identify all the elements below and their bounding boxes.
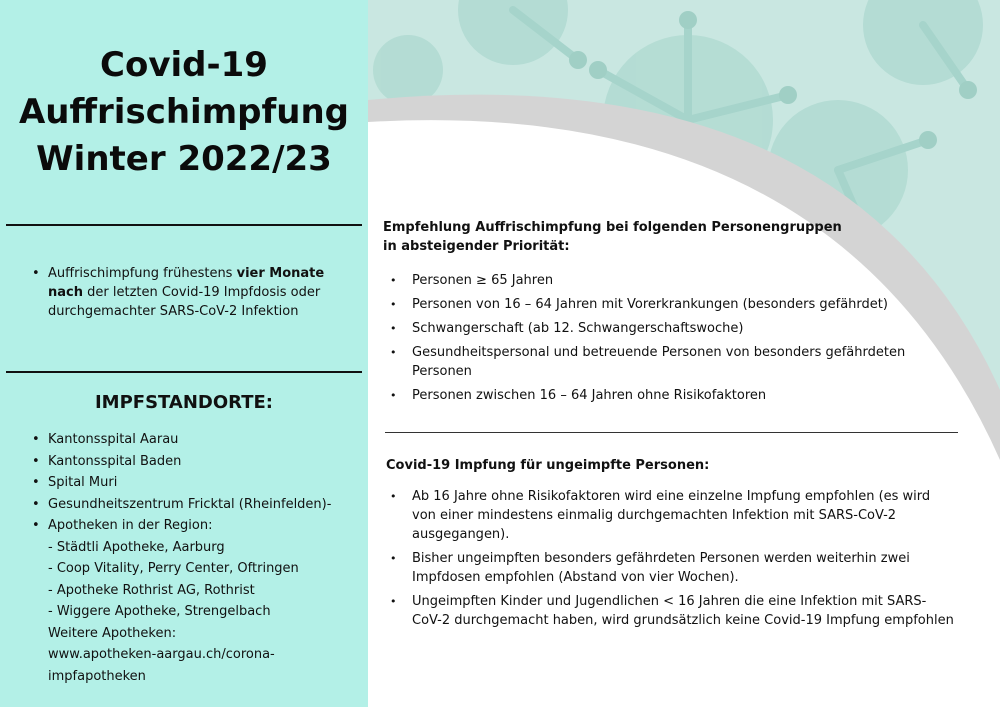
divider-top xyxy=(6,224,362,226)
title-line-1: Covid-19 xyxy=(100,45,268,85)
unvaccinated-list xyxy=(390,487,955,635)
info-text-bold: vier Monate nach xyxy=(48,266,325,300)
recommendation-item: • Personen ≥ 65 Jahren xyxy=(390,271,935,290)
unvaccinated-item: • Ab 16 Jahre ohne Risikofaktoren wird eine einzelne Impfung empfohlen (es wird von einer mindestens einmalig durchgemachten Infektion mit SARS-CoV-2 ausgegangen). xyxy=(390,487,955,544)
apotheken-url-line-1[interactable]: www.apotheken-aargau.ch/corona- xyxy=(48,647,275,662)
unvaccinated-heading: Covid-19 Impfung für ungeimpfte Personen: xyxy=(386,458,710,473)
info-item xyxy=(32,264,352,321)
recommendation-heading-line-2: in absteigender Priorität: xyxy=(383,239,570,254)
recommendation-heading-line-1: Empfehlung Auffrischimpfung bei folgenden Personengruppen xyxy=(383,220,842,235)
apotheke-line: - Wiggere Apotheke, Strengelbach xyxy=(48,604,271,619)
apotheke-line: - Städtli Apotheke, Aarburg xyxy=(48,539,225,555)
site-item: • Gesundheitszentrum Fricktal (Rheinfelden)- xyxy=(32,494,362,516)
title-line-2: Auffrischimpfung xyxy=(18,92,350,132)
recommendation-item: • Personen zwischen 16 – 64 Jahren ohne Risikofaktoren xyxy=(390,386,935,405)
sites-list xyxy=(32,429,362,687)
left-panel xyxy=(0,0,368,707)
recommendation-item: • Schwangerschaft (ab 12. Schwangerschaftswoche) xyxy=(390,319,935,338)
unvaccinated-item: • Ungeimpften Kinder und Jugendlichen < 16 Jahren die eine Infektion mit SARS-CoV-2 durchgemacht haben, wird grundsätzlich keine Covid-19 Impfung empfohlen xyxy=(390,592,955,630)
info-text-end: der letzten Covid-19 Impfdosis oder durchgemachter SARS-CoV-2 Infektion xyxy=(48,285,321,319)
site-item: • Kantonsspital Aarau xyxy=(32,429,362,451)
unvaccinated-item: • Bisher ungeimpften besonders gefährdeten Personen werden weiterhin zwei Impfdosen empfohlen (Abstand von vier Wochen). xyxy=(390,549,955,587)
info-list xyxy=(32,264,352,321)
site-item-apotheken xyxy=(32,515,362,687)
recommendation-list xyxy=(390,271,935,410)
page-title xyxy=(0,42,368,183)
recommendation-item: • Personen von 16 – 64 Jahren mit Vorerkrankungen (besonders gefährdet) xyxy=(390,295,935,314)
more-apotheken-label: Weitere Apotheken: xyxy=(48,625,177,641)
sites-heading: IMPFSTANDORTE: xyxy=(94,392,273,413)
divider-middle xyxy=(6,371,362,373)
info-text-start: Auffrischimpfung frühestens xyxy=(48,266,237,281)
title-line-3: Winter 2022/23 xyxy=(36,139,332,179)
apotheke-line: - Coop Vitality, Perry Center, Oftringen xyxy=(48,561,299,576)
recommendation-heading xyxy=(383,218,863,256)
apotheken-label: • Apotheken in der Region: xyxy=(48,518,213,533)
apotheken-url-line-2[interactable]: impfapotheken xyxy=(48,668,146,684)
recommendation-item: • Gesundheitspersonal und betreuende Personen von besonders gefährdeten Personen xyxy=(390,343,935,381)
site-item: • Spital Muri xyxy=(32,472,362,494)
apotheke-line: - Apotheke Rothrist AG, Rothrist xyxy=(48,582,255,598)
site-item: • Kantonsspital Baden xyxy=(32,451,362,473)
section-divider xyxy=(385,432,958,433)
